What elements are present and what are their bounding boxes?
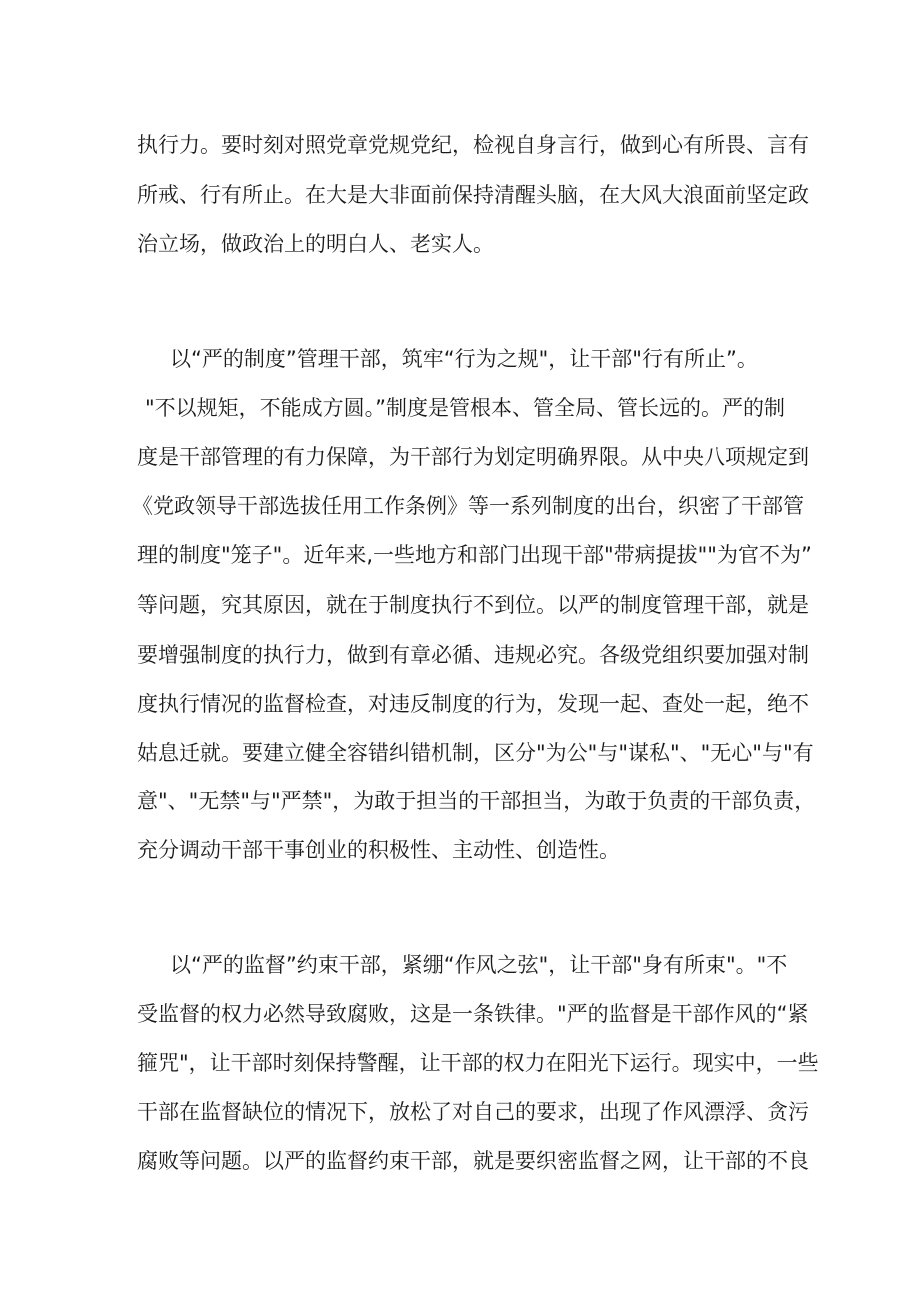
- text-line: 姑息迁就。要建立健全容错纠错机制，区分"为公"与"谋私"、"无心"与"有: [137, 741, 814, 765]
- text-line: 腐败等问题。以严的监督约束干部，就是要织密监督之网，让干部的不良: [137, 1149, 809, 1173]
- paragraph-heading-line: 以“严的监督”约束干部，紧绷“作风之弦"，让干部"身有所束"。"不: [170, 953, 788, 977]
- text-line: 《党政领导干部选拔任用工作条例》等一系列制度的出台，织密了干部管: [132, 494, 804, 518]
- text-line: 度执行情况的监督检查，对违反制度的行为，发现一起、查处一起，绝不: [137, 692, 809, 716]
- paragraph-heading-line: 以“严的制度”管理干部，筑牢“行为之规"，让干部"行有所止”。: [170, 347, 758, 371]
- text-line: 充分调动干部干事创业的积极性、主动性、创造性。: [137, 838, 620, 862]
- text-line: 等问题，究其原因，就在于制度执行不到位。以严的制度管理干部，就是: [137, 593, 809, 617]
- text-line: 治立场，做政治上的明白人、老实人。: [137, 232, 494, 256]
- text-line: "不以规矩，不能成方圆。”制度是管根本、管全局、管长远的。严的制: [145, 396, 786, 420]
- text-line: 受监督的权力必然导致腐败，这是一条铁律。"严的监督是干部作风的“紧: [137, 1002, 809, 1026]
- text-line: 所戒、行有所止。在大是大非面前保持清醒头脑，在大风大浪面前坚定政: [137, 183, 809, 207]
- text-line: 度是干部管理的有力保障，为干部行为划定明确界限。从中央八项规定到: [137, 445, 809, 469]
- text-line: 要增强制度的执行力，做到有章必循、违规必究。各级党组织要加强对制: [137, 643, 809, 667]
- text-line: 理的制度"笼子"。近年来,一些地方和部门出现干部"带病提拔""为官不为”: [137, 543, 812, 567]
- text-line: 干部在监督缺位的情况下，放松了对自己的要求，出现了作风漂浮、贪污: [137, 1100, 809, 1124]
- text-line: 执行力。要时刻对照党章党规党纪，检视自身言行，做到心有所畏、言有: [137, 133, 809, 157]
- text-line: 箍咒"，让干部时刻保持警醒，让干部的权力在阳光下运行。现实中，一些: [137, 1051, 819, 1075]
- text-line: 意"、"无禁"与"严禁"，为敢于担当的干部担当，为敢于负责的干部负责，: [137, 789, 816, 813]
